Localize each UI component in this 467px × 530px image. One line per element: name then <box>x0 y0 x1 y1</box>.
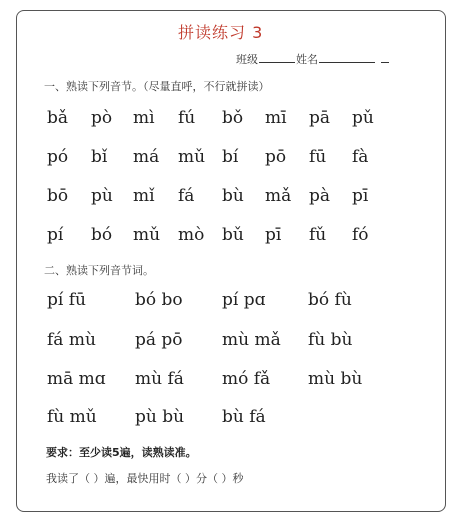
syllable-item: bǐ <box>91 147 108 167</box>
word-item: bó bo <box>135 290 183 310</box>
syllable-item: fú <box>178 108 196 128</box>
requirement-text: 要求：至少读5遍，读熟读准。 <box>46 446 197 459</box>
syllable-item: bù <box>222 186 244 206</box>
word-item: bó fù <box>308 290 352 310</box>
syllable-item: mǔ <box>133 225 161 245</box>
student-info <box>236 51 389 67</box>
syllable-item: fá <box>178 186 195 206</box>
syllable-item: pī <box>352 186 369 206</box>
name-blank <box>319 52 375 63</box>
syllable-item: bó <box>91 225 113 245</box>
word-item: bù fá <box>222 407 266 427</box>
word-item: mù mǎ <box>222 330 281 350</box>
syllable-item: pō <box>265 147 287 167</box>
word-item: fù mǔ <box>47 407 97 427</box>
syllable-item: fó <box>352 225 369 245</box>
syllable-item: mò <box>178 225 205 245</box>
word-item: mù fá <box>135 369 184 389</box>
syllable-item: bǎ <box>47 108 69 128</box>
syllable-item: pó <box>47 147 69 167</box>
syllable-item: pà <box>309 186 331 206</box>
syllable-item: bǔ <box>222 225 244 245</box>
word-item: pá pō <box>135 330 183 350</box>
syllable-item: pǔ <box>352 108 374 128</box>
word-item: mā mɑ <box>47 369 106 389</box>
class-label: 班级 <box>236 53 258 66</box>
syllable-item: bō <box>47 186 69 206</box>
extra-blank <box>381 52 389 63</box>
word-item: pí fū <box>47 290 86 310</box>
section1-heading: 一、熟读下列音节。（尽量直呼，不行就拼读） <box>44 80 270 93</box>
syllable-item: fū <box>309 147 327 167</box>
syllable-item: pò <box>91 108 113 128</box>
syllable-item: mǔ <box>178 147 206 167</box>
syllable-item: pí <box>47 225 64 245</box>
syllable-item: má <box>133 147 160 167</box>
reading-record: 我读了（ ）遍，最快用时（ ）分（ ）秒 <box>46 472 244 485</box>
word-item: mó fǎ <box>222 369 271 389</box>
syllable-item: bí <box>222 147 239 167</box>
section2-heading: 二、熟读下列音节词。 <box>44 264 154 277</box>
syllable-item: mì <box>133 108 155 128</box>
syllable-item: mǎ <box>265 186 292 206</box>
word-item: pù bù <box>135 407 185 427</box>
syllable-item: fǔ <box>309 225 327 245</box>
word-item: pí pɑ <box>222 290 266 310</box>
class-blank <box>259 52 295 63</box>
worksheet-title: 拼读练习 3 <box>178 23 264 42</box>
syllable-item: fà <box>352 147 369 167</box>
name-label: 姓名 <box>296 53 318 66</box>
syllable-item: bǒ <box>222 108 244 128</box>
syllable-item: pù <box>91 186 113 206</box>
word-item: fù bù <box>308 330 353 350</box>
word-item: fá mù <box>47 330 96 350</box>
word-item: mù bù <box>308 369 363 389</box>
syllable-item: pā <box>309 108 331 128</box>
syllable-item: mǐ <box>133 186 155 206</box>
syllable-item: pī <box>265 225 282 245</box>
syllable-item: mī <box>265 108 287 128</box>
